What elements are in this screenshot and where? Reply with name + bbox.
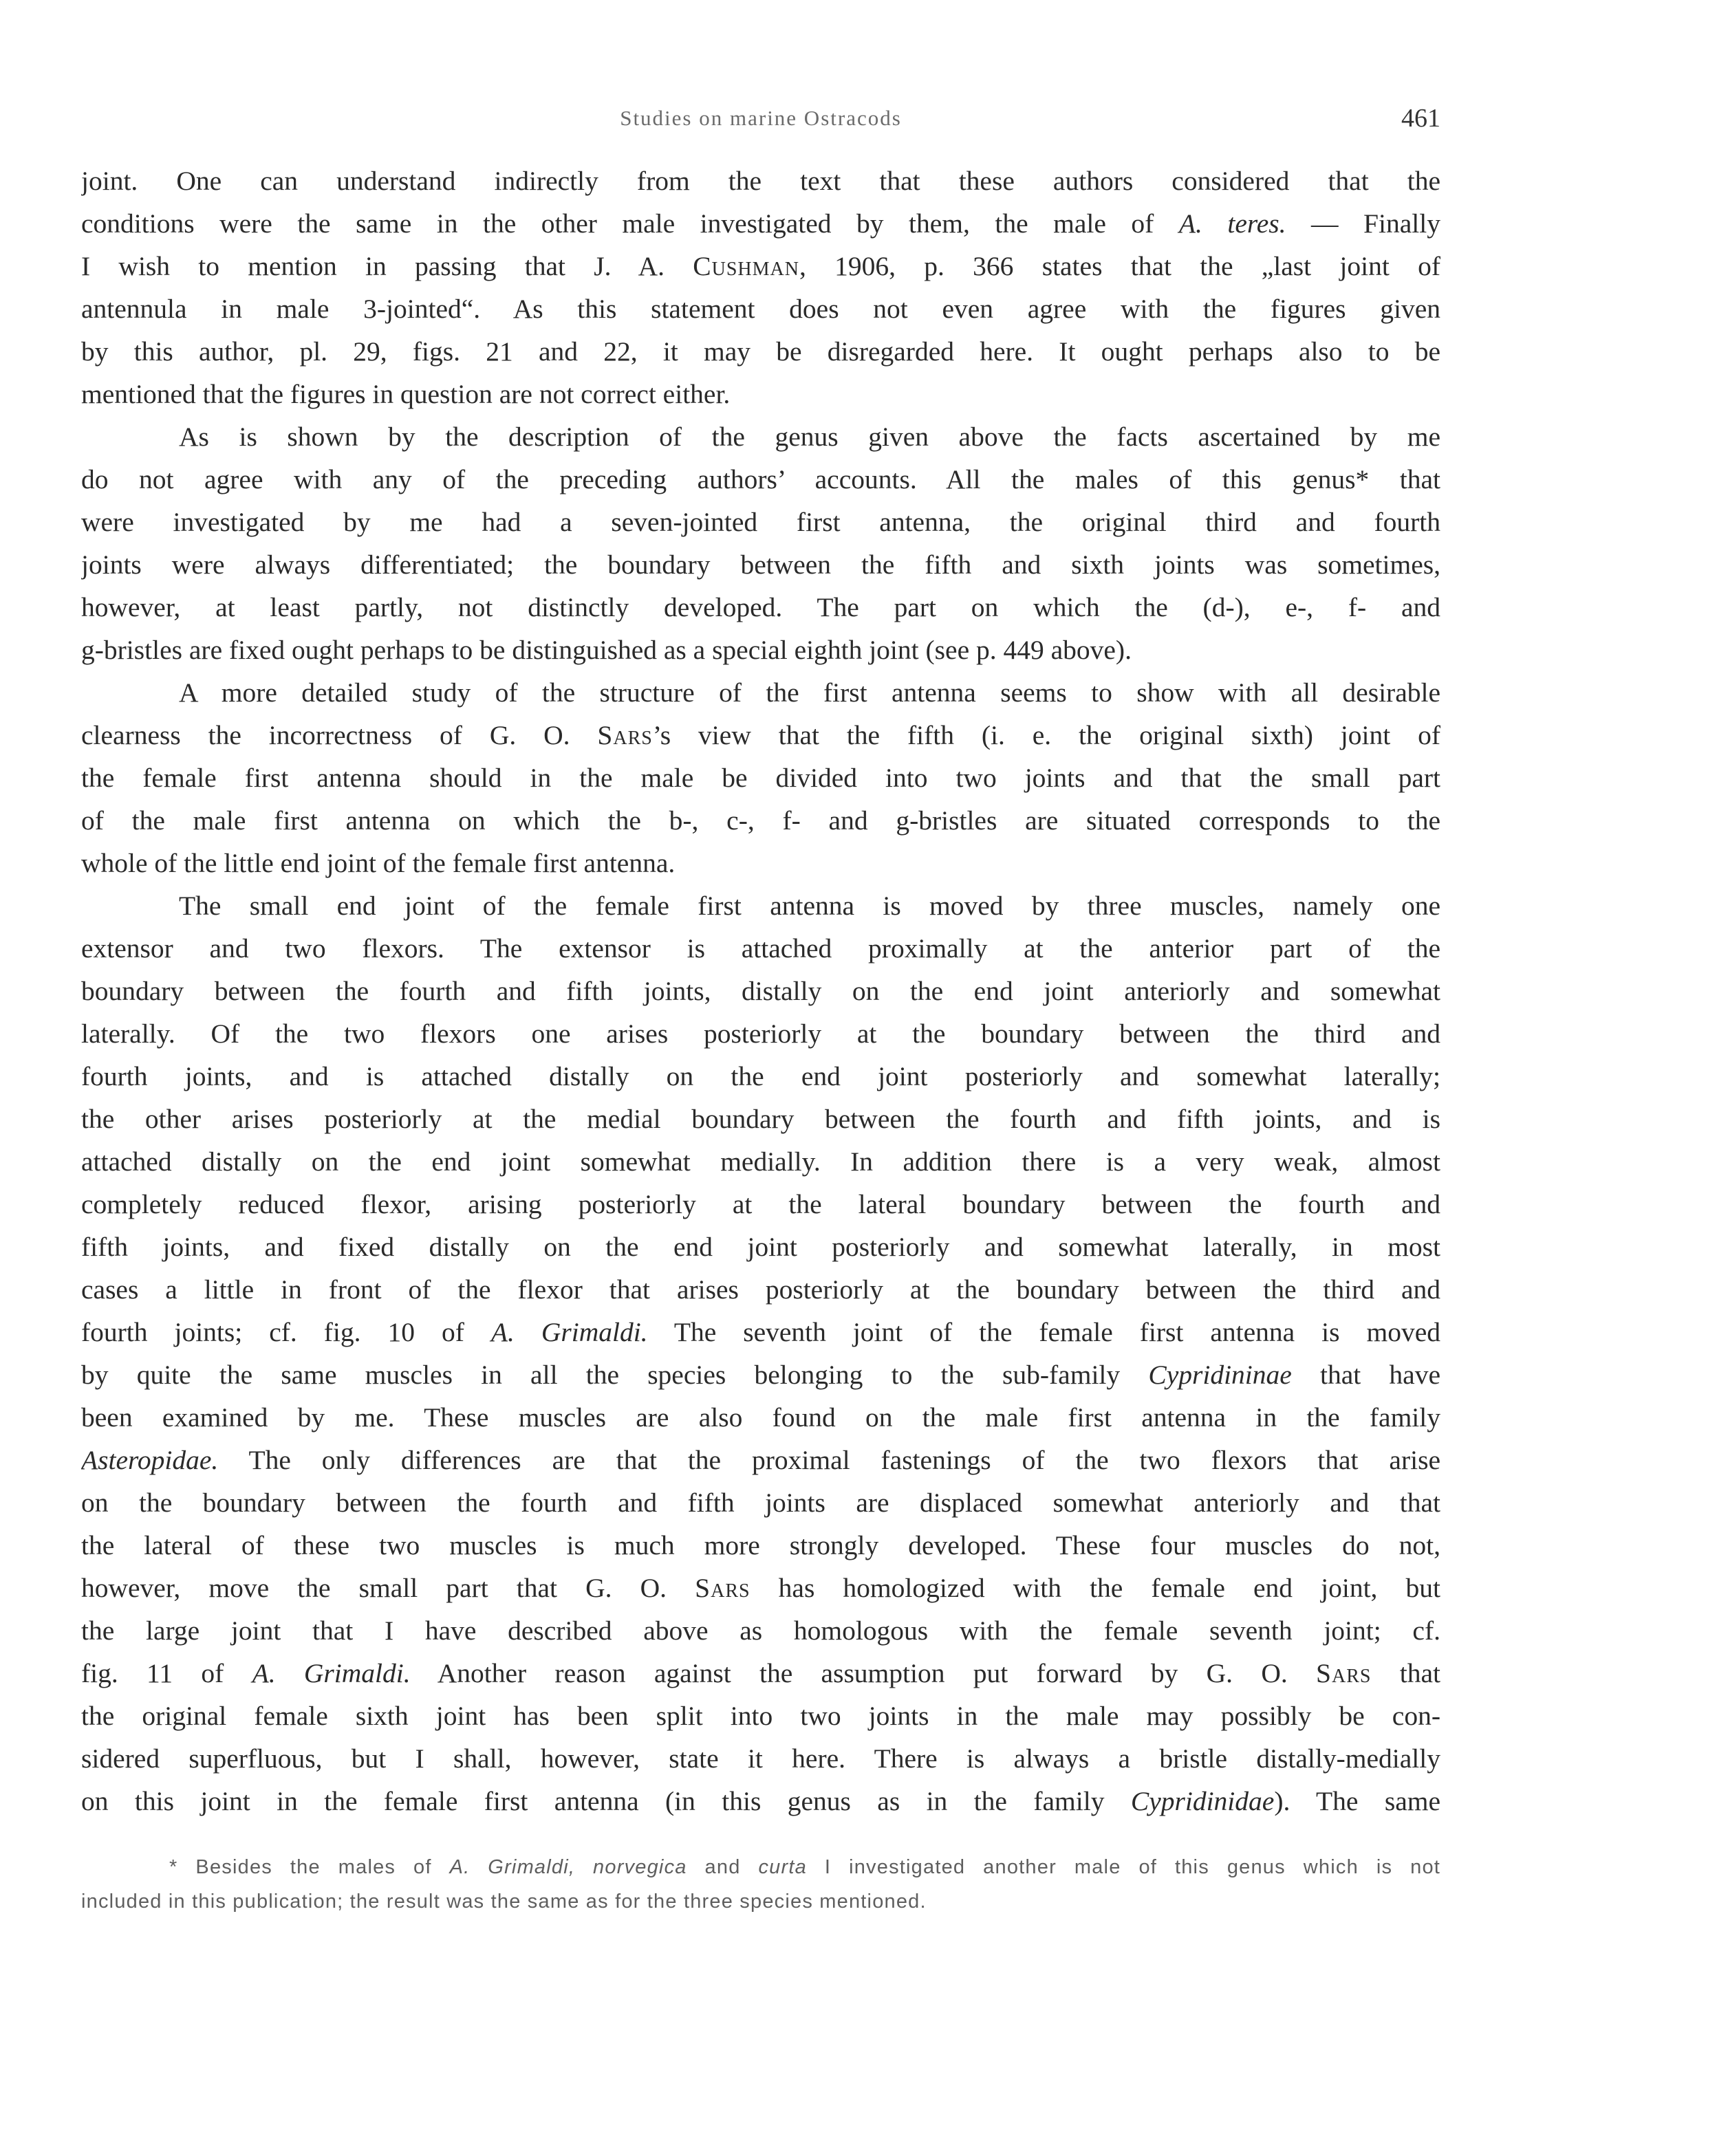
text-segment: joint. One can understand indirectly from the text that these authors considered that the: [81, 166, 1440, 196]
text-line: [81, 1695, 1440, 1737]
running-head: [81, 103, 1440, 138]
text-line: [81, 287, 1440, 330]
text-segment: whole of the little end joint of the female first antenna.: [81, 848, 676, 878]
text-line: [81, 586, 1440, 629]
text-segment: The seventh joint of the female first antenna is moved: [647, 1317, 1440, 1347]
italic-text: Asteropidae.: [81, 1445, 219, 1475]
italic-text: Cypridininae: [1148, 1360, 1292, 1390]
text-segment: fourth joints; cf. fig. 10 of: [81, 1317, 491, 1347]
text-segment: however, at least partly, not distinctly developed. The part on which the (d-), e-, f- and: [81, 592, 1440, 622]
text-segment: of the male first antenna on which the b-, c-, f- and g-bristles are situated corresponds to the: [81, 805, 1440, 836]
text-segment: cases a little in front of the flexor that arises posteriorly at the boundary between the third and: [81, 1274, 1440, 1305]
text-line: [81, 1268, 1440, 1311]
text-segment: As is shown by the description of the genus given above the facts ascertained by me: [179, 422, 1440, 452]
text-line: [81, 1567, 1440, 1609]
text-line: [81, 1140, 1440, 1183]
text-line: [81, 458, 1440, 501]
text-segment: fifth joints, and fixed distally on the end joint posteriorly and somewhat laterally, in most: [81, 1232, 1440, 1262]
body-text: [81, 160, 1440, 1822]
author-name: Sars: [1316, 1658, 1372, 1688]
text-segment: I wish to mention in passing that J. A.: [81, 251, 693, 281]
text-segment: the large joint that I have described above as homologous with the female seventh joint; cf.: [81, 1615, 1440, 1646]
text-line: [81, 373, 1440, 415]
text-segment: included in this publication; the result was the same as for the three species mentioned.: [81, 1891, 927, 1913]
text-segment: fourth joints, and is attached distally on the end joint posteriorly and somewhat laterally;: [81, 1061, 1440, 1091]
text-line: [81, 842, 1440, 884]
text-segment: the original female sixth joint has been split into two joints in the male may possibly be con-: [81, 1701, 1440, 1731]
text-segment: do not agree with any of the preceding authors’ accounts. All the males of this genus* that: [81, 464, 1440, 494]
text-line: [81, 1609, 1440, 1652]
text-segment: conditions were the same in the other male investigated by them, the male of: [81, 208, 1179, 239]
italic-text: A. Grimaldi.: [252, 1658, 411, 1688]
text-segment: mentioned that the figures in question are not correct either.: [81, 379, 731, 409]
text-line: [81, 330, 1440, 373]
text-line: [81, 1055, 1440, 1098]
text-line: [81, 884, 1440, 927]
italic-text: A. teres.: [1178, 208, 1286, 239]
text-segment: fig. 11 of: [81, 1658, 252, 1688]
text-segment: has homologized with the female end joint, but: [750, 1573, 1440, 1603]
text-segment: antennula in male 3-jointed“. As this statement does not even agree with the figures given: [81, 294, 1440, 324]
italic-text: A. Grimaldi, norvegica: [449, 1856, 687, 1878]
text-line: [81, 415, 1440, 458]
text-segment: extensor and two flexors. The extensor is attached proximally at the anterior part of the: [81, 933, 1440, 963]
footnote: [81, 1850, 1440, 1919]
text-line: [81, 1652, 1440, 1695]
text-line: [81, 1481, 1440, 1524]
italic-text: A. Grimaldi.: [490, 1317, 648, 1347]
text-segment: attached distally on the end joint somewhat medially. In addition there is a very weak, almost: [81, 1146, 1440, 1177]
text-segment: sidered superfluous, but I shall, however, state it here. There is always a bristle distally-medially: [81, 1743, 1440, 1774]
text-line: [81, 756, 1440, 799]
text-segment: ’s view that the fifth (i. e. the original sixth) joint of: [652, 720, 1440, 750]
text-segment: A more detailed study of the structure of the first antenna seems to show with all desirable: [179, 677, 1440, 708]
text-line: [81, 1396, 1440, 1439]
text-line: [81, 501, 1440, 543]
text-line: [81, 671, 1440, 714]
text-line: [81, 1311, 1440, 1353]
text-line: [81, 927, 1440, 970]
text-segment: The small end joint of the female first antenna is moved by three muscles, namely one: [179, 891, 1440, 921]
text-segment: laterally. Of the two flexors one arises posteriorly at the boundary between the third and: [81, 1019, 1440, 1049]
author-name: Sars: [597, 720, 653, 750]
text-line: [81, 1737, 1440, 1780]
author-name: Cushman: [693, 251, 799, 281]
text-line: [81, 1098, 1440, 1140]
text-segment: , 1906, p. 366 states that the „last joint of: [799, 251, 1440, 281]
text-segment: completely reduced flexor, arising posteriorly at the lateral boundary between the fourth and: [81, 1189, 1440, 1219]
text-line: [81, 970, 1440, 1012]
page-number: 461: [1401, 104, 1440, 133]
text-line: [81, 799, 1440, 842]
text-segment: * Besides the males of: [169, 1856, 450, 1878]
text-segment: ). The same: [1274, 1786, 1440, 1816]
text-segment: and: [687, 1856, 759, 1878]
text-line: [81, 1524, 1440, 1567]
text-line: [81, 1226, 1440, 1268]
text-segment: that have: [1291, 1360, 1440, 1390]
text-segment: g-bristles are fixed ought perhaps to be distinguished as a special eighth joint (see p. 449 above).: [81, 635, 1132, 665]
text-line: [81, 160, 1440, 202]
text-segment: by this author, pl. 29, figs. 21 and 22, it may be disregarded here. It ought perhaps also to be: [81, 336, 1440, 367]
italic-text: curta: [758, 1856, 807, 1878]
text-line: [81, 1183, 1440, 1226]
text-segment: clearness the incorrectness of G. O.: [81, 720, 598, 750]
text-segment: however, move the small part that G. O.: [81, 1573, 695, 1603]
text-segment: Another reason against the assumption put forward by G. O.: [410, 1658, 1317, 1688]
text-line: [81, 1780, 1440, 1822]
text-line: [81, 629, 1440, 671]
text-segment: were investigated by me had a seven-jointed first antenna, the original third and fourth: [81, 507, 1440, 537]
text-segment: I investigated another male of this genus which is not: [806, 1856, 1440, 1878]
author-name: Sars: [695, 1573, 750, 1603]
footnote-line: [81, 1884, 1440, 1919]
text-line: [81, 714, 1440, 756]
text-segment: on this joint in the female first antenna (in this genus as in the family: [81, 1786, 1131, 1816]
text-segment: the lateral of these two muscles is much more strongly developed. These four muscles do not,: [81, 1530, 1440, 1560]
text-segment: boundary between the fourth and fifth joints, distally on the end joint anteriorly and somewhat: [81, 976, 1440, 1006]
text-segment: — Finally: [1286, 208, 1440, 239]
running-title: Studies on marine Ostracods: [620, 106, 902, 130]
text-segment: the female first antenna should in the male be divided into two joints and that the small part: [81, 763, 1440, 793]
text-line: [81, 1439, 1440, 1481]
text-segment: that: [1371, 1658, 1440, 1688]
text-segment: The only differences are that the proximal fastenings of the two flexors that arise: [218, 1445, 1440, 1475]
text-segment: on the boundary between the fourth and fifth joints are displaced somewhat anteriorly and that: [81, 1488, 1440, 1518]
text-segment: been examined by me. These muscles are also found on the male first antenna in the family: [81, 1402, 1440, 1433]
text-segment: by quite the same muscles in all the species belonging to the sub-family: [81, 1360, 1149, 1390]
text-line: [81, 543, 1440, 586]
text-segment: joints were always differentiated; the boundary between the fifth and sixth joints was sometimes,: [81, 549, 1440, 580]
text-line: [81, 1012, 1440, 1055]
text-line: [81, 245, 1440, 287]
footnote-line: [81, 1850, 1440, 1884]
text-line: [81, 202, 1440, 245]
italic-text: Cypridinidae: [1130, 1786, 1275, 1816]
text-line: [81, 1353, 1440, 1396]
text-segment: the other arises posteriorly at the medial boundary between the fourth and fifth joints, and is: [81, 1104, 1440, 1134]
